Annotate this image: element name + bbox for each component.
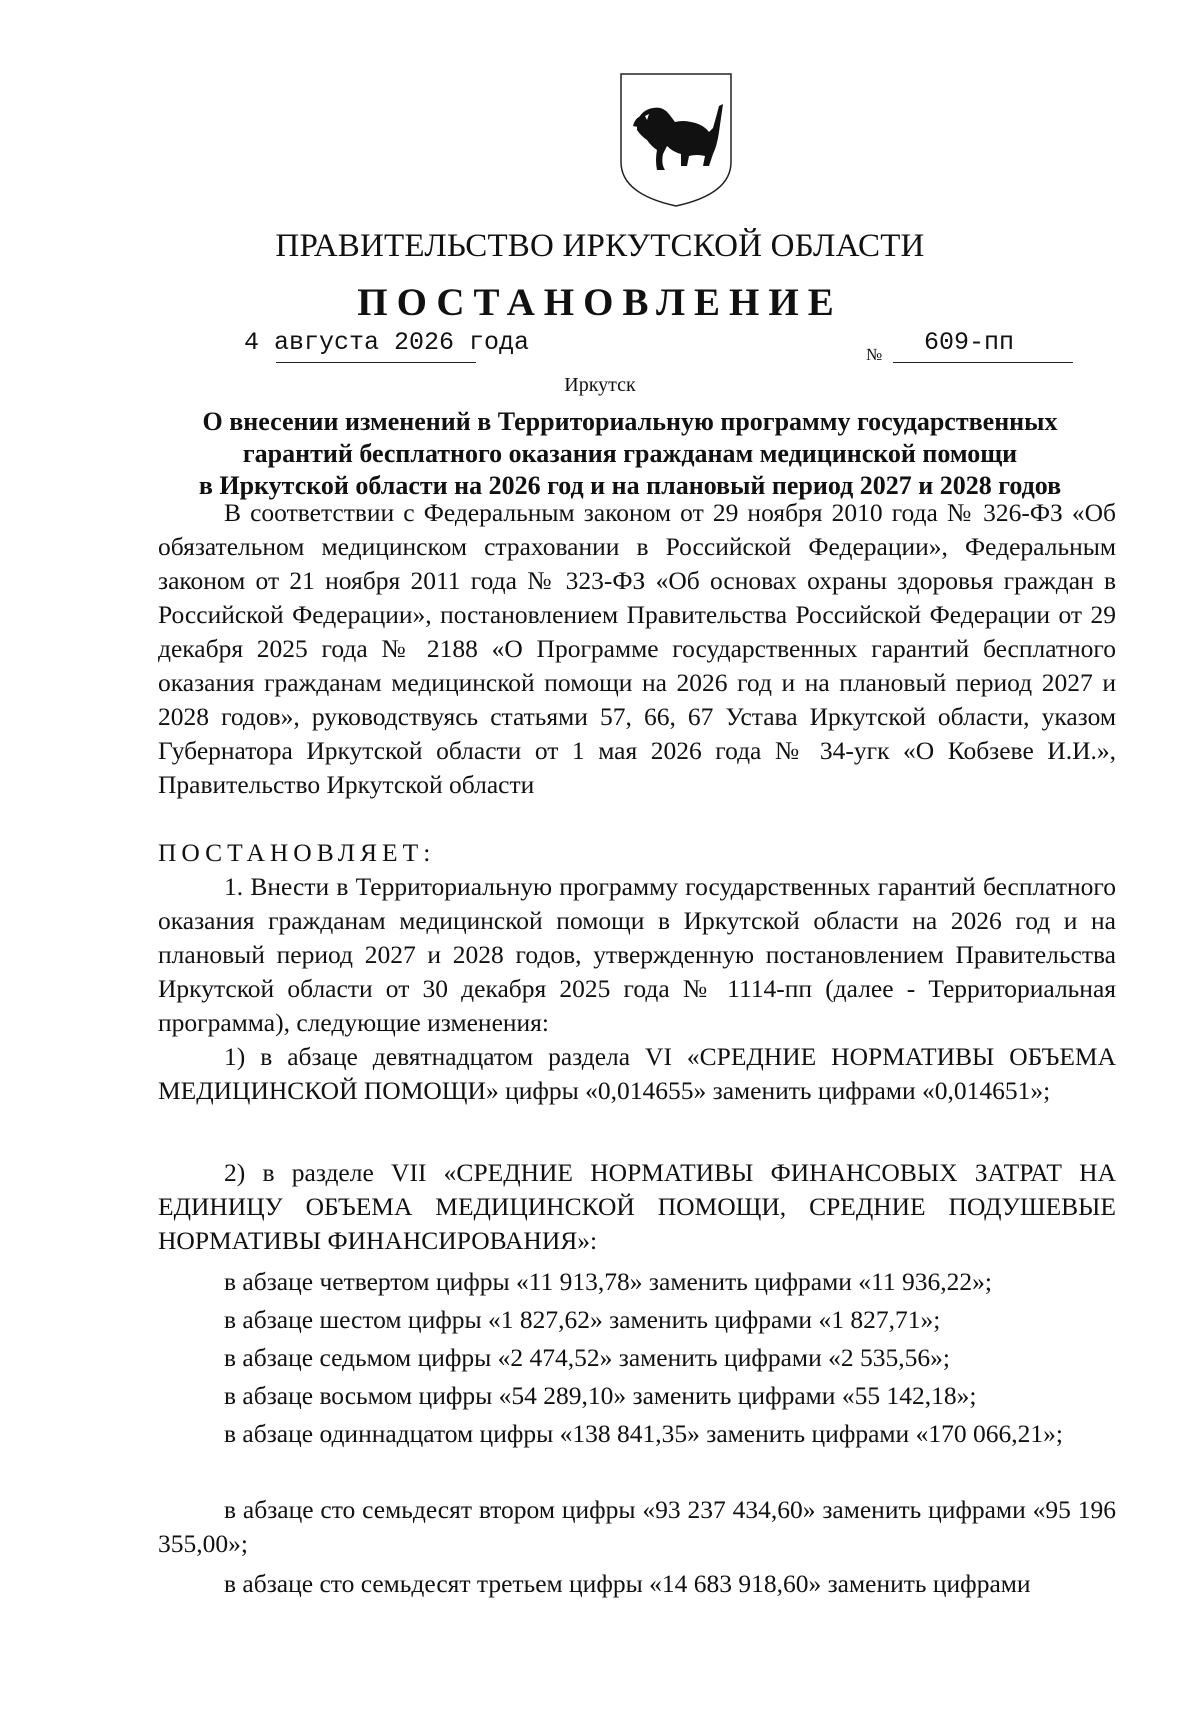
subitem-1-paragraph: 1) в абзаце девятнадцатом раздела VI «СРЕДНИЕ НОРМАТИВЫ ОБЪЕМА МЕДИЦИНСКОЙ ПОМОЩИ» цифры «0,014655» заменить цифрами «0,014651»;	[158, 1042, 1116, 1105]
resolves-heading: ПОСТАНОВЛЯЕТ:	[158, 838, 436, 867]
document-number: 609-пп	[924, 328, 1015, 357]
preamble-paragraph: В соответствии с Федеральным законом от 29 ноября 2010 года № 326-ФЗ «Об обязательном медицинском страховании в Российской Федерации», Федеральным законом от 21 ноября 2011 года № 323-ФЗ «Об основах охраны здоровья граждан в Российской Федерации», постановлением Правительства Российской Федерации от 29 декабря 2025 года № 2188 «О Программе государственных гарантий бесплатного оказания гражданам медицинской помощи на 2026 год и на плановый период 2027 и 2028 годов», руководствуясь статьями 57, 66, 67 Устава Иркутской области, указом Губернатора Иркутской области от 1 мая 2026 года № 34-угк «О Кобзеве И.И.», Правительство Иркутской области	[158, 498, 1116, 799]
coat-of-arms-emblem	[617, 70, 735, 210]
city-name: Иркутск	[564, 374, 636, 396]
subitem-2-paragraph: 2) в разделе VII «СРЕДНИЕ НОРМАТИВЫ ФИНАНСОВЫХ ЗАТРАТ НА ЕДИНИЦУ ОБЪЕМА МЕДИЦИНСКОЙ ПОМОЩИ, СРЕДНИЕ ПОДУШЕВЫЕ НОРМАТИВЫ ФИНАНСИРОВАНИЯ»:	[158, 1158, 1116, 1255]
change-line: в абзаце сто семьдесят втором цифры «93 237 434,60» заменить цифрами «95 196 355,00»;	[158, 1495, 1116, 1558]
change-line: в абзаце седьмом цифры «2 474,52» заменить цифрами «2 535,56»;	[224, 1343, 950, 1372]
title-line: гарантий бесплатного оказания гражданам медицинской помощи	[242, 439, 1018, 468]
change-line: в абзаце восьмом цифры «54 289,10» заменить цифрами «55 142,18»;	[224, 1381, 977, 1410]
change-line: в абзаце шестом цифры «1 827,62» заменить цифрами «1 827,71»;	[224, 1305, 941, 1334]
number-underline	[893, 362, 1073, 363]
change-line: в абзаце одиннадцатом цифры «138 841,35» заменить цифрами «170 066,21»;	[224, 1419, 1063, 1448]
title-line: О внесении изменений в Территориальную программу государственных	[202, 407, 1058, 436]
date-underline	[276, 362, 476, 363]
document-date: 4 августа 2026 года	[244, 328, 530, 357]
item-1-paragraph: 1. Внести в Территориальную программу государственных гарантий бесплатного оказания гражданам медицинской помощи в Иркутской области на 2026 год и на плановый период 2027 и 2028 годов, утвержденную постановлением Правительства Иркутской области от 30 декабря 2025 года № 1114-пп (далее - Территориальная программа), следующие изменения:	[158, 872, 1116, 1037]
document-type: ПОСТАНОВЛЕНИЕ	[357, 281, 843, 324]
number-sign: №	[866, 345, 883, 364]
change-line: в абзаце четвертом цифры «11 913,78» заменить цифрами «11 936,22»;	[224, 1267, 992, 1296]
document-title	[150, 406, 1110, 502]
organization-name: ПРАВИТЕЛЬСТВО ИРКУТСКОЙ ОБЛАСТИ	[275, 228, 925, 264]
irkutsk-coat-of-arms-icon	[617, 70, 735, 210]
title-line: в Иркутской области на 2026 год и на плановый период 2027 и 2028 годов	[198, 471, 1062, 500]
change-line: в абзаце сто семьдесят третьем цифры «14 683 918,60» заменить цифрами	[224, 1569, 1031, 1598]
